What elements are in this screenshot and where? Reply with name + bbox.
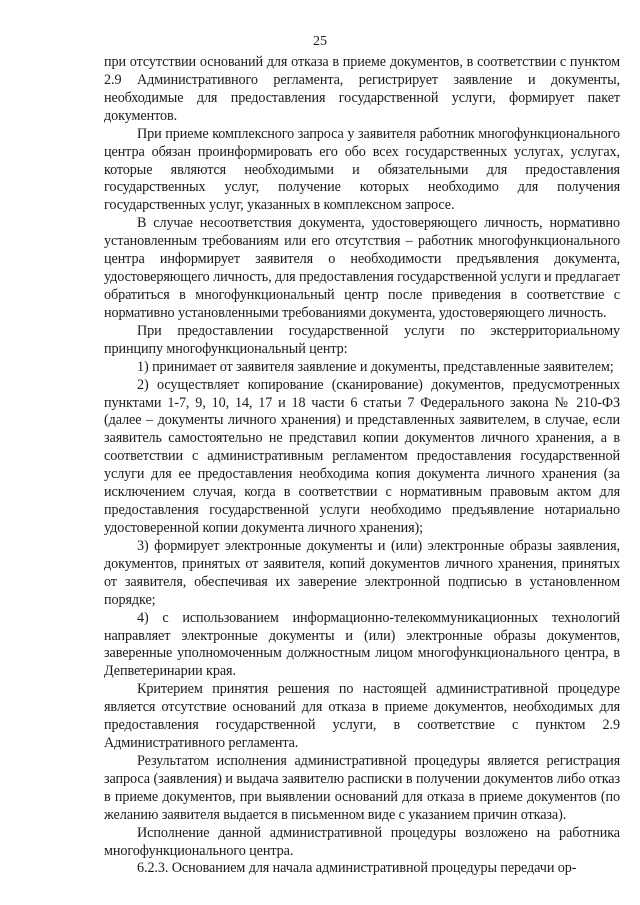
body-paragraph: 3) формирует электронные документы и (или) электронные образы заявления, документов, принятых от заявителя, копий документов личного хранения, принятых от заявителя, обеспечивая их заверение электронной подписью в установленном порядке; xyxy=(104,537,620,608)
body-paragraph: При приеме комплексного запроса у заявителя работник многофункционального центра обязан проинформировать его обо всех государственных услугах, услугах, которые являются необходимыми и обязательными для предоставления государственных услуг, получение которых необходимо для получения государственных услуг, указанных в комплексном запросе. xyxy=(104,125,620,214)
body-paragraph: В случае несоответствия документа, удостоверяющего личность, нормативно установленным требованиям или его отсутствия – работник многофункционального центра информирует заявителя о необходимости предъявления документа, удостоверяющего личность, для предоставления государственной услуги и предлагает обратиться в многофункциональный центр после приведения в соответствие с нормативно установленными требованиями документа, удостоверяющего личность. xyxy=(104,215,620,321)
body-paragraph: При предоставлении государственной услуги по экстерриториальному принципу многофункциональный центр: xyxy=(104,322,620,357)
body-paragraph: Исполнение данной административной процедуры возложено на работника многофункционального центра. xyxy=(104,824,620,859)
body-paragraph: Результатом исполнения административной процедуры является регистрация запроса (заявления) и выдача заявителю расписки в получении документов либо отказ в приеме документов, при выявлении оснований для отказа в приеме документов (по желанию заявителя выдается в письменном виде с указанием причин отказа). xyxy=(104,752,620,823)
body-paragraph: Критерием принятия решения по настоящей административной процедуре является отсутствие оснований для отказа в приеме документов, необходимых для предоставления государственной услуги, в соответствие с пунктом 2.9 Административного регламента. xyxy=(104,681,620,752)
body-paragraph: при отсутствии оснований для отказа в приеме документов, в соответствии с пунктом 2.9 Административного регламента, регистрирует заявление и документы, необходимые для предоставления государственной услуги, формирует пакет документов. xyxy=(104,54,620,124)
body-paragraph: 4) с использованием информационно-телекоммуникационных технологий направляет электронные документы и (или) электронные образы документов, заверенные уполномоченным должностным лицом многофункционального центра, в Депветеринарии края. xyxy=(104,609,620,680)
body-paragraph: 2) осуществляет копирование (сканирование) документов, предусмотренных пунктами 1-7, 9, 10, 14, 17 и 18 части 6 статьи 7 Федерального закона № 210-ФЗ (далее – документы личного хранения) и представленных заявителем, в случае, если заявитель самостоятельно не представил копии документов личного хранения, а в соответствии с административным регламентом предоставления государственной услуги для ее предоставления необходима копия документа личного хранения (за исключением случая, когда в соответствии с нормативным правовым актом для предоставления государственной услуги необходимо предъявление нотариально удостоверенной копии документа личного хранения); xyxy=(104,376,620,536)
trailing-paragraph: 6.2.3. Основанием для начала административной процедуры передачи ор- xyxy=(137,860,577,877)
document-body xyxy=(104,54,620,878)
body-paragraph: 1) принимает от заявителя заявление и документы, представленные заявителем; xyxy=(137,358,614,375)
page-number: 25 xyxy=(313,34,327,49)
